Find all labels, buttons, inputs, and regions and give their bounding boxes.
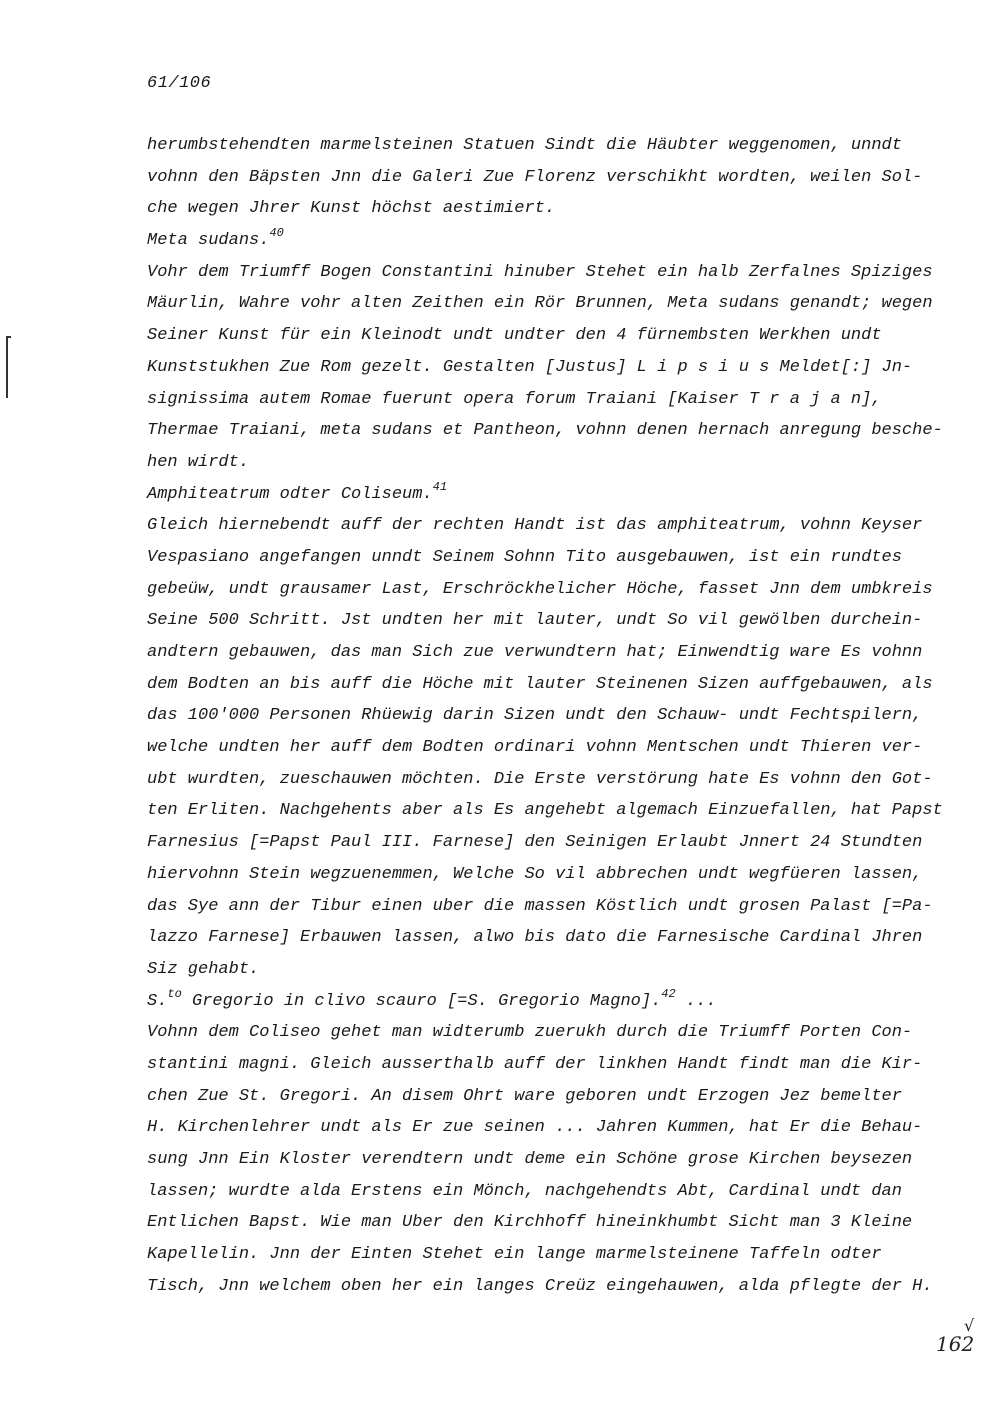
text-line xyxy=(147,1144,947,1176)
line-text: lassen; wurdte alda Erstens ein Mönch, nachgehendts Abt, Cardinal undt dan xyxy=(147,1181,902,1201)
footnote-marker: 40 xyxy=(269,226,284,241)
line-text: Thermae Traiani, meta sudans et Pantheon, vohnn denen hernach anregung beschе- xyxy=(147,421,943,441)
line-text: Meta sudans. xyxy=(147,231,270,251)
line-text: Gleich hiernebendt auff der rechten Handt ist das amphiteatrum, vohnn Keyser xyxy=(147,516,923,536)
text-line xyxy=(147,1081,947,1113)
line-text: Kapellelin. Jnn der Einten Stehet ein lange marmelsteinene Taffeln odter xyxy=(147,1245,882,1265)
line-text: dem Bodten an bis auff die Höche mit lauter Steinenen Sizen auffgebauwen, als xyxy=(147,674,933,694)
text-line xyxy=(147,1176,947,1208)
text-line xyxy=(147,954,947,986)
footnote-marker: 41 xyxy=(432,479,448,494)
line-text: Seiner Kunst für ein Kleinodt undt undter den 4 fürnembsten Werkhen undt xyxy=(147,326,882,346)
line-text: lazzo Farnese] Erbauwen lassen, alwo bis dato die Farnesische Cardinal Jhren xyxy=(147,928,923,948)
text-line xyxy=(147,479,947,511)
text-line xyxy=(147,986,947,1018)
text-line xyxy=(147,162,947,194)
line-text: Seine 500 Schritt. Jst undten her mit lauter, undt So vil gewölben durchein- xyxy=(147,611,923,631)
text-line xyxy=(147,732,947,764)
folio-number: 162 xyxy=(936,1332,975,1356)
text-line xyxy=(147,637,947,669)
line-text: ubt wurdten, zueschauwen möchten. Die Erste verstörung hate Es vohnn den Got- xyxy=(147,769,933,789)
line-text: das 100'000 Personen Rhüewig darin Sizen undt den Schauw- undt Fechtspilern, xyxy=(147,706,923,726)
line-text: Amphiteatrum odter Coliseum. xyxy=(147,484,433,504)
text-line xyxy=(147,1239,947,1271)
margin-bracket-mark xyxy=(4,336,10,398)
line-text: Siz gehabt. xyxy=(147,959,260,979)
text-line xyxy=(147,542,947,574)
text-line xyxy=(147,384,947,416)
text-line xyxy=(147,574,947,606)
line-text: Vohnn dem Coliseo gehet man widterumb zuerukh durch die Triumff Porten Con- xyxy=(147,1023,913,1043)
line-text: gebeüw, undt grausamer Last, Erschröckhelicher Höche, fasset Jnn dem umbkreis xyxy=(147,579,933,599)
line-text: Vespasiano angefangen unndt Seinem Sohnn Tito ausgebauwen, ist ein rundtes xyxy=(147,547,902,567)
line-text: Gregorio in clivo scauro [=S. Gregorio Magno]. xyxy=(181,991,662,1011)
footnote-marker: to xyxy=(167,986,182,1001)
text-line xyxy=(147,764,947,796)
line-text: Farnesius [=Papst Paul III. Farnese] den Seinigen Erlaubt Jnnert 24 Stundten xyxy=(147,833,923,853)
text-line xyxy=(147,130,947,162)
folio-annotation xyxy=(936,1318,974,1354)
footnote-marker: 42 xyxy=(661,986,676,1001)
line-text: welche undten her auff dem Bodten ordinari vohnn Mentschen undt Thieren ver- xyxy=(147,738,923,758)
text-line xyxy=(147,795,947,827)
line-text: herumbstehendten marmelsteinen Statuen Sindt die Häubter weggenomen, unndt xyxy=(147,136,902,155)
text-line xyxy=(147,827,947,859)
line-text: das Sye ann der Tibur einen uber die massen Köstlich undt grosen Palast [=Pa- xyxy=(147,896,933,916)
text-line xyxy=(147,1271,947,1303)
text-line xyxy=(147,605,947,637)
text-line xyxy=(147,320,947,352)
text-line xyxy=(147,447,947,479)
line-text: ten Erliten. Nachgehents aber als Es angehebt algemach Einzuefallen, hat Papst xyxy=(147,801,943,821)
text-line xyxy=(147,1017,947,1049)
text-line xyxy=(147,1112,947,1144)
text-line xyxy=(147,1049,947,1081)
line-text: andtern gebauwen, das man Sich zue verwundtern hat; Einwendtig ware Es vohnn xyxy=(147,643,923,662)
text-line xyxy=(147,700,947,732)
line-text: stantini magni. Gleich ausserthalb auff der linkhen Handt findt man die Kir- xyxy=(147,1054,923,1074)
page-number: 61/106 xyxy=(147,74,212,93)
text-line xyxy=(147,510,947,542)
line-text: Vohr dem Triumff Bogen Constantini hinuber Stehet ein halb Zerfalnes Spiziges xyxy=(147,262,933,282)
line-text: signissima autem Romae fuerunt opera forum Traiani [Kaiser T r a j a n], xyxy=(147,389,882,409)
line-text: Entlichen Bapst. Wie man Uber den Kirchhoff hineinkhumbt Sicht man 3 Kleine xyxy=(147,1213,913,1233)
line-text: H. Kirchenlehrer undt als Er zue seinen ... Jahren Kummen, hat Er die Behau- xyxy=(147,1118,923,1138)
text-line xyxy=(147,225,947,257)
line-text: chen Zue St. Gregori. An disem Ohrt ware geboren undt Erzogen Jez bemelter xyxy=(147,1086,902,1106)
line-text: Mäurlin, Wahre vohr alten Zeithen ein Rör Brunnen, Meta sudans genandt; wegen xyxy=(147,294,933,314)
line-text: Kunststukhen Zue Rom gezelt. Gestalten [Justus] L i p s i u s Meldet[:] Jn- xyxy=(147,357,913,377)
line-text: sung Jnn Ein Kloster verendtern undt deme ein Schöne grose Kirchen beysezen xyxy=(147,1150,913,1169)
line-text: hen wirdt. xyxy=(147,452,250,472)
line-text: vohnn den Bäpsten Jnn die Galeri Zue Florenz verschikht wordten, weilen Sol- xyxy=(147,167,923,187)
line-text: che wegen Jhrer Kunst höchst aestimiert. xyxy=(147,199,556,219)
text-line xyxy=(147,193,947,225)
text-line xyxy=(147,352,947,384)
text-line xyxy=(147,669,947,701)
text-line xyxy=(147,891,947,923)
check-mark: √ xyxy=(964,1316,975,1335)
text-line xyxy=(147,1207,947,1239)
line-text: ... xyxy=(675,991,717,1011)
text-line xyxy=(147,922,947,954)
text-line xyxy=(147,257,947,289)
line-text: Tisch, Jnn welchem oben her ein langes Creüz eingehauwen, alda pflegte der H. xyxy=(147,1276,933,1296)
line-text: hiervohnn Stein wegzuenemmen, Welche So vil abbrechen undt wegfüeren lassen, xyxy=(147,864,923,884)
text-line xyxy=(147,859,947,891)
text-line xyxy=(147,415,947,447)
text-line xyxy=(147,288,947,320)
transcription-text xyxy=(147,130,947,1302)
line-text: S. xyxy=(147,991,168,1011)
